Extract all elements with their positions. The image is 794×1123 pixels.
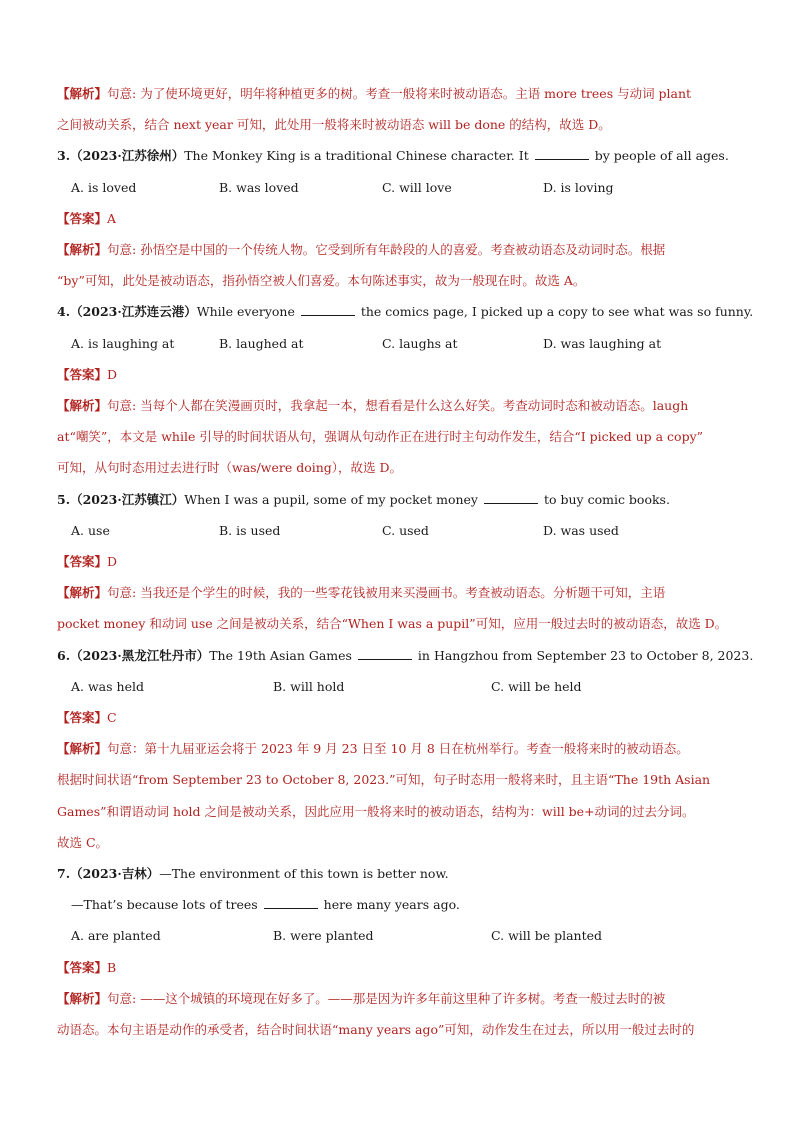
option-d[interactable]: D. was laughing at: [543, 335, 662, 351]
question-6-explanation: 【解析】句意：第十九届亚运会将于 2023 年 9 月 23 日至 10 月 8 日在杭州举行。考查一般将来时的被动语态。: [57, 741, 689, 757]
question-7-explanation: 【解析】句意: ——这个城镇的环境现在好多了。——那是因为许多年前这里种了许多树。考查一般过去时的被: [57, 990, 666, 1006]
question-5-answer: 【答案】D: [57, 554, 118, 570]
option-a[interactable]: A. was held: [71, 678, 144, 694]
question-7-stem: 7.（2023·吉林）—The environment of this town is better now.: [57, 866, 449, 882]
question-6-explanation-line3: Games”和谓语动词 hold 之间是被动关系，因此应用一般将来时的被动语态，结构为：will be+动词的过去分词。: [57, 803, 695, 819]
answer-blank: [358, 647, 412, 660]
option-c[interactable]: C. will be held: [491, 678, 582, 694]
option-b[interactable]: B. will hold: [273, 678, 345, 694]
option-a[interactable]: A. is loved: [71, 179, 137, 195]
answer-blank: [535, 147, 589, 160]
option-b[interactable]: B. is used: [219, 522, 281, 538]
question-6-options: [57, 671, 747, 702]
answer-blank: [301, 303, 355, 316]
question-5-explanation-line2: pocket money 和动词 use 之间是被动关系，结合“When I was a pupil”可知，应用一般过去时的被动语态，故选 D。: [57, 616, 728, 632]
question-7-options: [57, 920, 747, 951]
option-a[interactable]: A. are planted: [71, 928, 161, 944]
answer-blank: [264, 896, 318, 909]
question-4-answer: 【答案】D: [57, 366, 118, 382]
question-3-stem: 3.（2023·江苏徐州）The Monkey King is a traditional Chinese character. It by people of all ages.: [57, 148, 729, 164]
question-5-stem: 5.（2023·江苏镇江）When I was a pupil, some of my pocket money to buy comic books.: [57, 491, 670, 507]
question-7-explanation-line2: 动语态。本句主语是动作的承受者，结合时间状语“many years ago”可知，动作发生在过去，所以用一般过去时的: [57, 1022, 695, 1038]
option-b[interactable]: B. were planted: [273, 928, 374, 944]
option-b[interactable]: B. was loved: [219, 179, 299, 195]
question-6-stem: 6.（2023·黑龙江牡丹市）The 19th Asian Games in Hangzhou from September 23 to October 8, 2023.: [57, 647, 754, 663]
option-b[interactable]: B. laughed at: [219, 335, 304, 351]
question-5-options: [57, 515, 747, 546]
q2-explanation-line2: 之间被动关系，结合 next year 可知，此处用一般将来时被动语态 will be done 的结构，故选 D。: [57, 117, 611, 133]
question-4-options: [57, 328, 747, 359]
option-a[interactable]: A. use: [71, 522, 110, 538]
question-7-stem-line2: —That’s because lots of trees here many years ago.: [71, 897, 460, 913]
question-6-explanation-line2: 根据时间状语“from September 23 to October 8, 2023.”可知，句子时态用一般将来时，且主语“The 19th Asian: [57, 772, 711, 788]
question-3-options: [57, 172, 747, 203]
option-c[interactable]: C. laughs at: [382, 335, 458, 351]
question-3-explanation: 【解析】句意: 孙悟空是中国的一个传统人物。它受到所有年龄段的人的喜爱。考查被动语态及动词时态。根据: [57, 242, 666, 258]
option-c[interactable]: C. used: [382, 522, 429, 538]
option-c[interactable]: C. will love: [382, 179, 452, 195]
question-5-explanation: 【解析】句意: 当我还是个学生的时候，我的一些零花钱被用来买漫画书。考查被动语态。分析题干可知，主语: [57, 585, 666, 601]
question-4-explanation-line2: at“嘲笑”，本文是 while 引导的时间状语从句，强调从句动作正在进行时主句动作发生，结合“I picked up a copy”: [57, 429, 704, 445]
question-4-stem: 4.（2023·江苏连云港）While everyone the comics page, I picked up a copy to see what was so funny.: [57, 304, 754, 320]
question-3-explanation-line2: “by”可知，此处是被动语态，指孙悟空被人们喜爱。本句陈述事实，故为一般现在时。故选 A。: [57, 273, 586, 289]
explain-tag: 【解析】: [57, 86, 108, 101]
option-a[interactable]: A. is laughing at: [71, 335, 175, 351]
question-4-explanation-line3: 可知，从句时态用过去进行时（was/were doing），故选 D。: [57, 460, 403, 476]
question-6-answer: 【答案】C: [57, 710, 117, 726]
question-3-answer: 【答案】A: [57, 210, 117, 226]
answer-blank: [484, 491, 538, 504]
option-d[interactable]: D. was used: [543, 522, 619, 538]
question-4-explanation: 【解析】句意: 当每个人都在笑漫画页时，我拿起一本，想看看是什么这么好笑。考查动词时态和被动语态。laugh: [57, 398, 689, 414]
question-7-answer: 【答案】B: [57, 959, 117, 975]
option-c[interactable]: C. will be planted: [491, 928, 603, 944]
q2-explanation: 【解析】句意: 为了使环境更好，明年将种植更多的树。考查一般将来时被动语态。主语 more trees 与动词 plant: [57, 86, 692, 101]
question-6-explanation-line4: 故选 C。: [57, 834, 109, 850]
option-d[interactable]: D. is loving: [543, 179, 614, 195]
document-page: [57, 78, 754, 1045]
